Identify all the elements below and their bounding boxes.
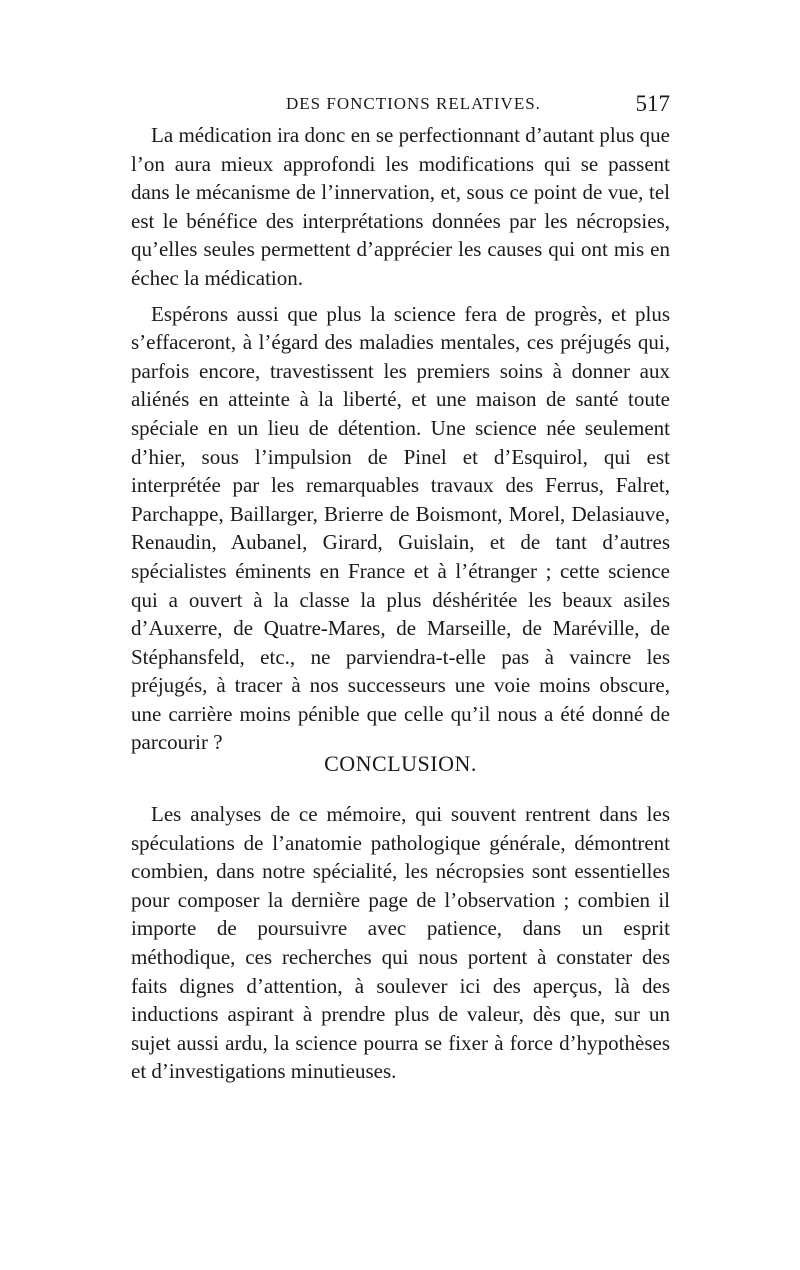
paragraph: Espérons aussi que plus la science fera de progrès, et plus s’effaceront, à l’égard des maladies mentales, ces préjugés qui, parfois encore, travestissent les premiers soins à donner aux aliénés en atteinte à la liberté, et une maison de santé toute spéciale en un lieu de détention. Une science née seulement d’hier, sous l’impulsion de Pinel et d’Esquirol, qui est interprétée par les remarquables travaux des Ferrus, Falret, Parchappe, Baillarger, Brierre de Boismont, Morel, Delasiauve, Renaudin, Aubanel, Girard, Guislain, et de tant d’autres spécialistes éminents en France et à l’étranger ; cette science qui a ouvert à la classe la plus déshéritée les beaux asiles d’Auxerre, de Quatre-Mares, de Marseille, de Maréville, de Stéphansfeld, etc., ne parviendra-t-elle pas à vaincre les préjugés, à tracer à nos successeurs une voie moins obscure, une carrière moins pénible que celle qu’il nous a été donné de parcourir ? <box>131 301 670 755</box>
paragraph: Les analyses de ce mémoire, qui souvent rentrent dans les spéculations de l’anatomie pathologique générale, démontrent combien, dans notre spécialité, les nécropsies sont essentielles pour composer la dernière page de l’observation ; combien il importe de poursuivre avec patience, dans un esprit méthodique, ces recherches qui nous portent à constater des faits dignes d’attention, à soulever ici des aperçus, là des inductions aspirant à prendre plus de valeur, dès que, sur un sujet aussi ardu, la science pourra se fixer à force d’hypothèses et d’investigations minutieuses. <box>131 802 670 1084</box>
section-heading: CONCLUSION. <box>324 751 477 776</box>
running-head <box>131 90 670 120</box>
paragraph: La médication ira donc en se perfectionnant d’autant plus que l’on aura mieux approfondi les modifications qui se passent dans le mécanisme de l’innervation, et, sous ce point de vue, tel est le bénéfice des interprétations données par les nécropsies, qu’elles seules permettent d’apprécier les causes qui ont mis en échec la médication. <box>131 123 670 290</box>
body-text <box>131 121 670 757</box>
conclusion-text <box>131 800 670 1086</box>
page-number: 517 <box>635 91 670 116</box>
running-title: DES FONCTIONS RELATIVES. <box>286 94 541 113</box>
